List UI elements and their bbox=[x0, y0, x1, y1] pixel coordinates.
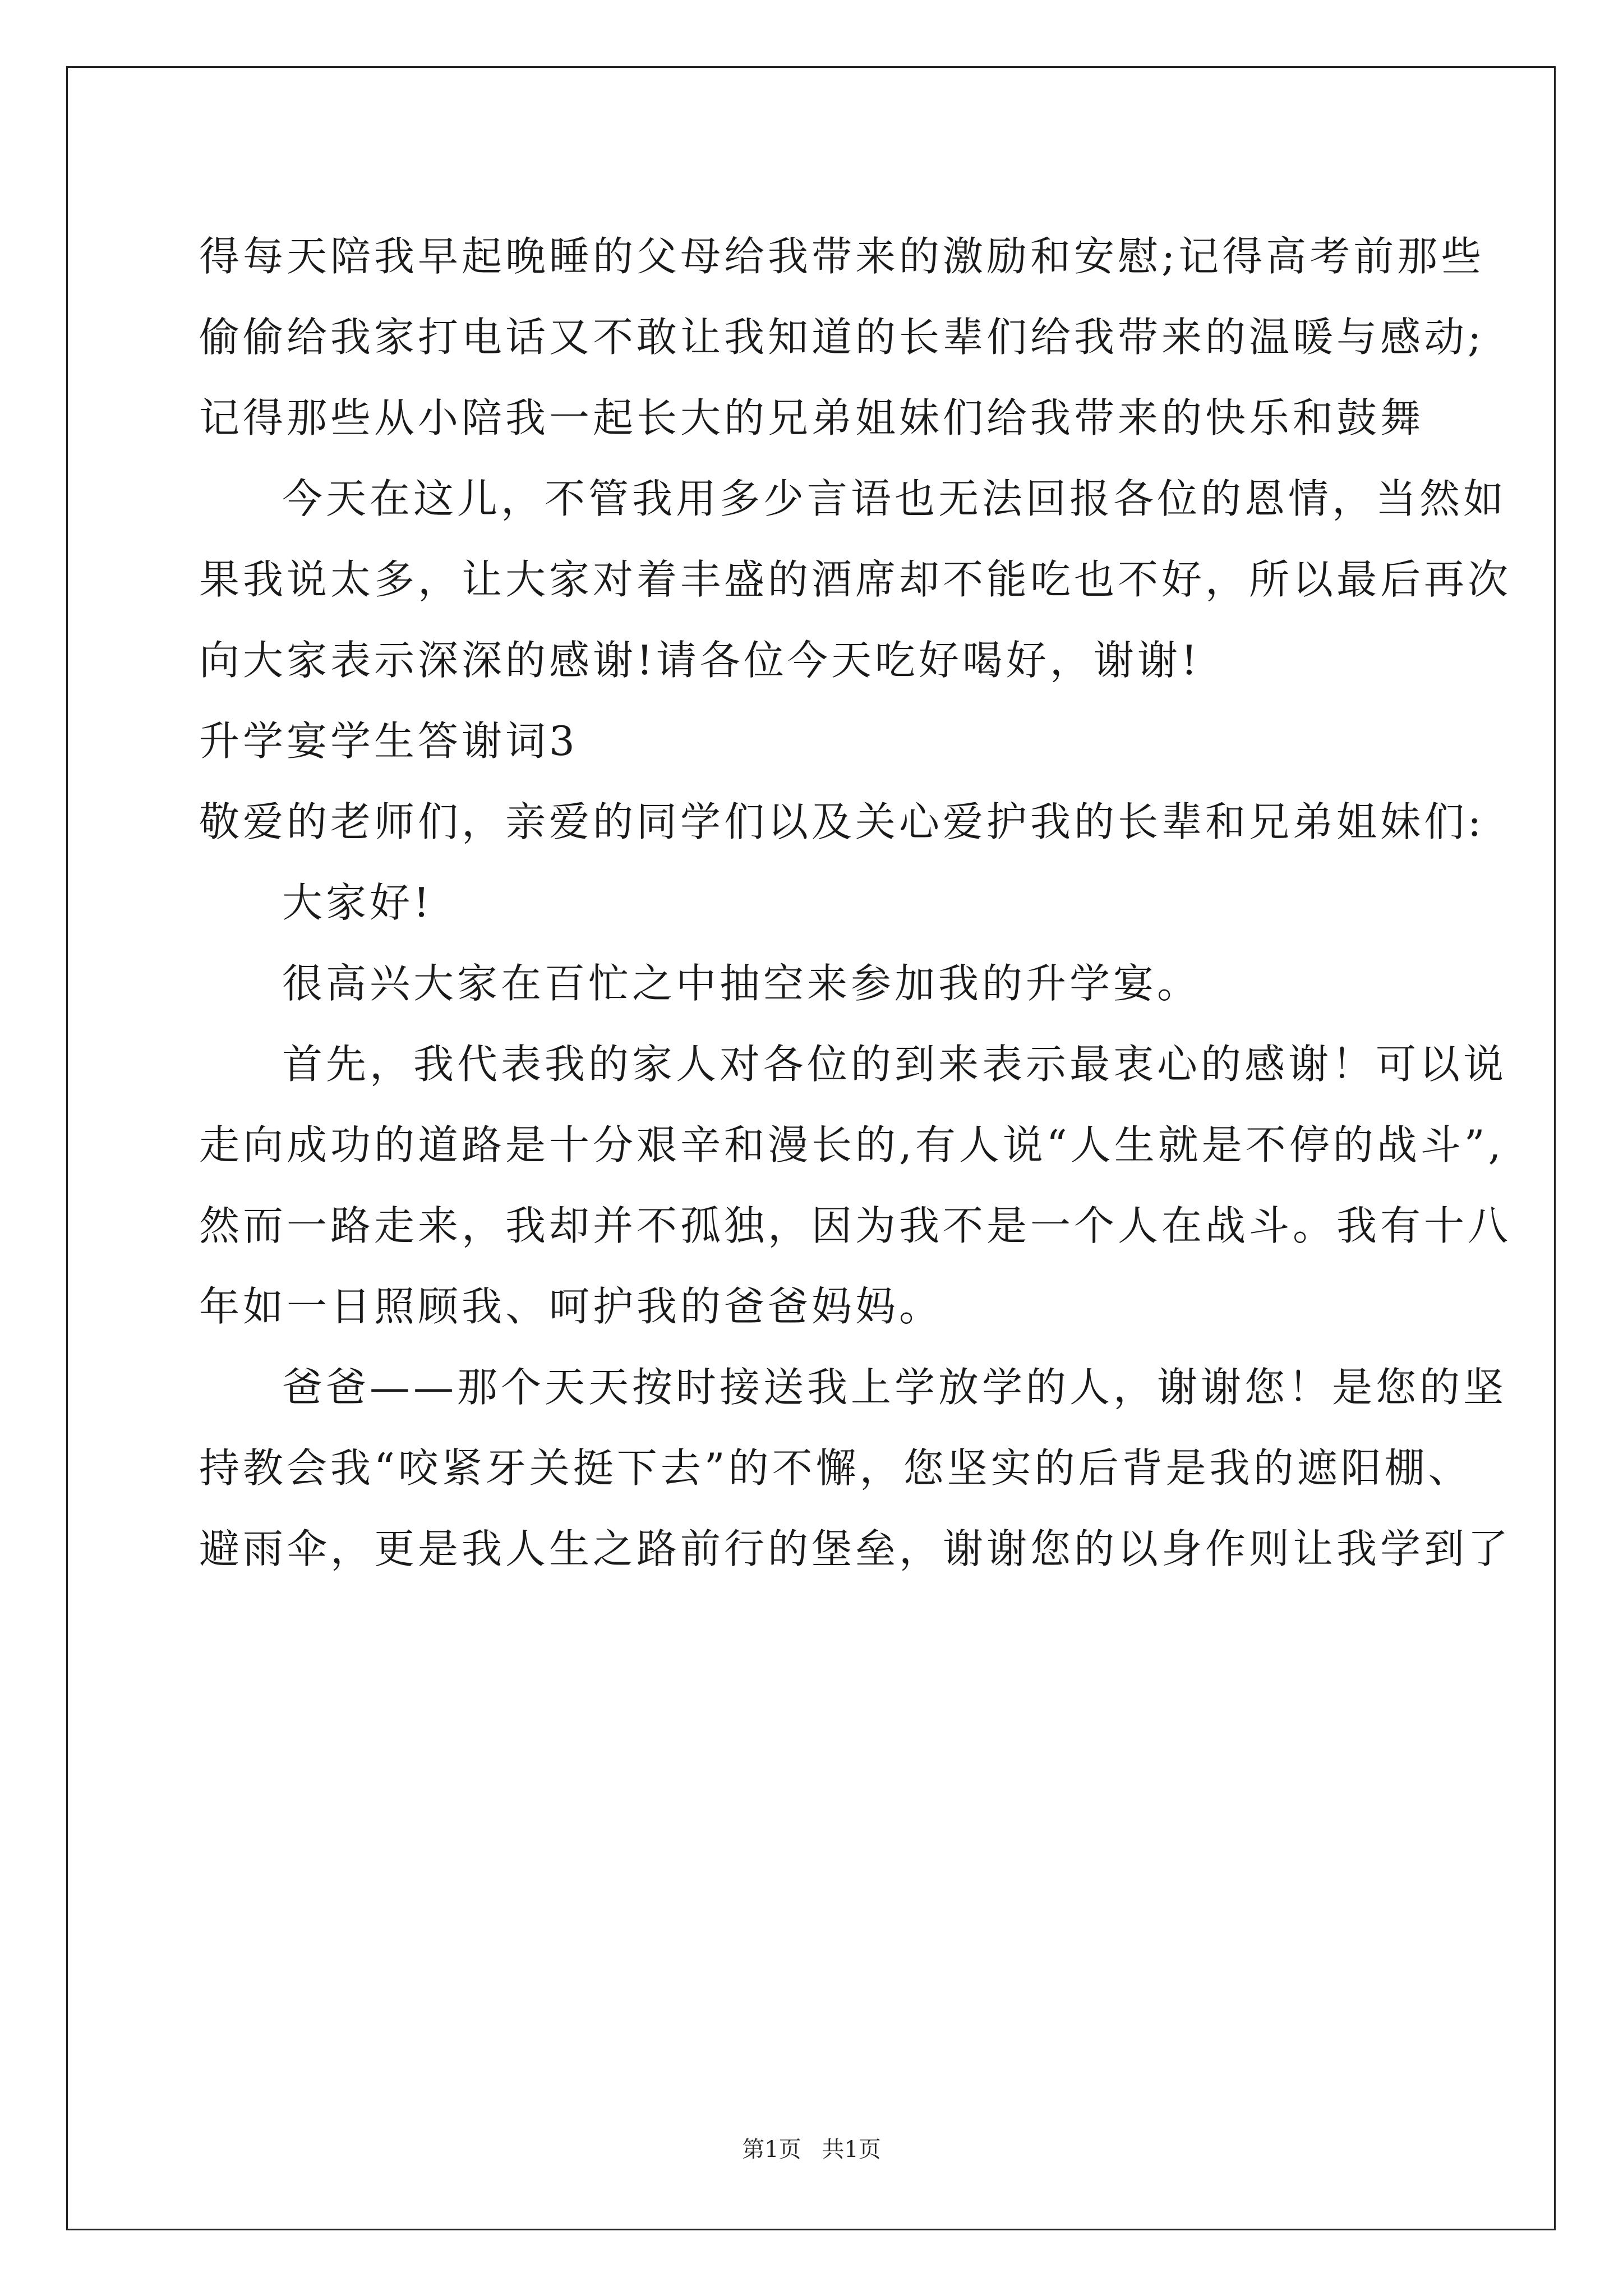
salutation: 敬爱的老师们，亲爱的同学们以及关心爱护我的长辈和兄弟姐妹们: bbox=[199, 798, 1485, 845]
page-footer bbox=[0, 2132, 1623, 2164]
page-number: 第1页 bbox=[742, 2137, 801, 2162]
text-line: 持教会我“咬紧牙关挺下去”的不懈，您坚实的后背是我的遮阳棚、 bbox=[199, 1444, 1472, 1492]
text-line: 很高兴大家在百忙之中抽空来参加我的升学宴。 bbox=[282, 960, 1201, 1007]
text-line: 走向成功的道路是十分艰辛和漫长的,有人说“人生就是不停的战斗”, bbox=[199, 1121, 1505, 1168]
greeting: 大家好! bbox=[282, 879, 433, 926]
text-line: 首先，我代表我的家人对各位的到来表示最衷心的感谢！可以说 bbox=[282, 1041, 1507, 1088]
page-total: 共1页 bbox=[822, 2137, 881, 2162]
section-heading: 升学宴学生答谢词3 bbox=[199, 717, 578, 765]
text-line: 得每天陪我早起晚睡的父母给我带来的激励和安慰;记得高考前那些 bbox=[199, 233, 1485, 280]
text-line: 记得那些从小陪我一起长大的兄弟姐妹们给我带来的快乐和鼓舞 bbox=[199, 394, 1424, 441]
text-line: 向大家表示深深的感谢!请各位今天吃好喝好，谢谢! bbox=[199, 637, 1201, 684]
text-line: 偷偷给我家打电话又不敢让我知道的长辈们给我带来的温暖与感动; bbox=[199, 314, 1485, 361]
text-line: 今天在这儿，不管我用多少言语也无法回报各位的恩情，当然如 bbox=[282, 475, 1507, 522]
document-body bbox=[199, 216, 1512, 1589]
text-line: 然而一路走来，我却并不孤独，因为我不是一个人在战斗。我有十八 bbox=[199, 1202, 1512, 1249]
text-line: 避雨伞，更是我人生之路前行的堡垒，谢谢您的以身作则让我学到了 bbox=[199, 1525, 1512, 1572]
text-line: 爸爸——那个天天按时接送我上学放学的人，谢谢您！是您的坚 bbox=[282, 1364, 1507, 1411]
text-line: 年如一日照顾我、呵护我的爸爸妈妈。 bbox=[199, 1283, 943, 1330]
text-line: 果我说太多，让大家对着丰盛的酒席却不能吃也不好，所以最后再次 bbox=[199, 556, 1512, 603]
